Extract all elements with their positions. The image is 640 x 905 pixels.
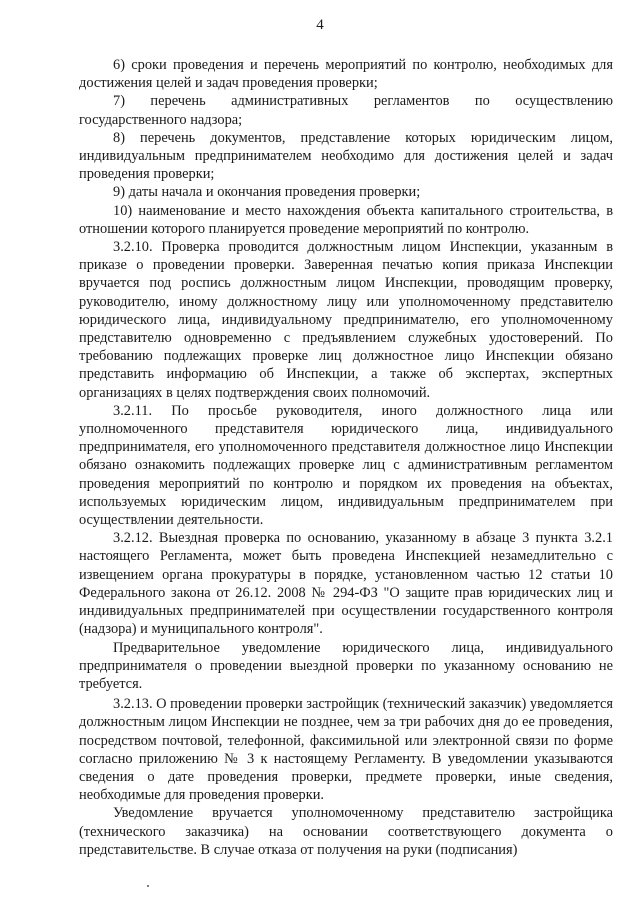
paragraph-item-10: 10) наименование и место нахождения объекта капитального строительства, в отношении которого планируется проведение мероприятий по контролю. — [79, 202, 613, 237]
paragraph-3-2-13: 3.2.13. О проведении проверки застройщик (технический заказчик) уведомляется должностным лицом Инспекции не позднее, чем за три рабочих дня до ее проведения, посредством почтовой, телефонной, факсимильной или электронной связи по форме согласно приложению № 3 к настоящему Регламенту. В уведомлении указываются сведения о дате проведения проверки, предмете проверки, иные сведения, необходимые для проведения проверки. — [79, 696, 613, 804]
paragraph-item-8: 8) перечень документов, представление которых юридическим лицом, индивидуальным предпринимателем необходимо для достижения целей и задач проведения проверки; — [79, 129, 613, 183]
paragraph-prior-notice: Предварительное уведомление юридического лица, индивидуального предпринимателя о проведении выездной проверки по указанному основанию не требуется. — [79, 639, 613, 692]
scan-speck — [147, 885, 149, 887]
paragraph-3-2-11: 3.2.11. По просьбе руководителя, иного должностного лица или уполномоченного представителя юридического лица, индивидуального предпринимателя, его уполномоченного представителя должностное лицо Инспекции обязано ознакомить подлежащих проверке лиц с административным регламентом проведения мероприятий по контролю и порядком их проведения на объектах, используемых юридическим лицом, индивидуальным предпринимателем при осуществлении деятельности. — [79, 402, 613, 529]
document-body — [79, 56, 613, 859]
paragraph-item-6: 6) сроки проведения и перечень мероприятий по контролю, необходимых для достижения целей и задач проведения проверки; — [79, 57, 613, 92]
paragraph-3-2-12: 3.2.12. Выездная проверка по основанию, указанному в абзаце 3 пункта 3.2.1 настоящего Регламента, может быть проведена Инспекцией незамедлительно с извещением органа прокуратуры в порядке, установленном частью 12 статьи 10 Федерального закона от 26.12. 2008 № 294-ФЗ "О защите прав юридических лиц и индивидуальных предпринимателей при осуществлении государственного контроля (надзора) и муниципального контроля". — [79, 530, 613, 638]
paragraph-item-7: 7) перечень административных регламентов по осуществлению государственного надзора; — [79, 93, 613, 128]
paragraph-notice-delivery: Уведомление вручается уполномоченному представителю застройщика (технического заказчика) на основании соответствующего документа о представительстве. В случае отказа от получения на руки (подписания) — [79, 805, 613, 858]
paragraph-item-9: 9) даты начала и окончания проведения проверки; — [113, 184, 421, 201]
paragraph-3-2-10: 3.2.10. Проверка проводится должностным лицом Инспекции, указанным в приказе о проведении проверки. Заверенная печатью копия приказа Инспекции вручается под роспись должностным лицом Инспекции, проводящим проверку, руководителю, иному должностному лицу или уполномоченному представителю юридического лица, индивидуальному предпринимателю, его уполномоченному представителю одновременно с предъявлением служебных удостоверений. По требованию подлежащих проверке лиц должностное лицо Инспекции обязано представить информацию об Инспекции, а также об экспертах, экспертных организациях в целях подтверждения своих полномочий. — [79, 239, 613, 401]
page-number: 4 — [316, 17, 324, 33]
